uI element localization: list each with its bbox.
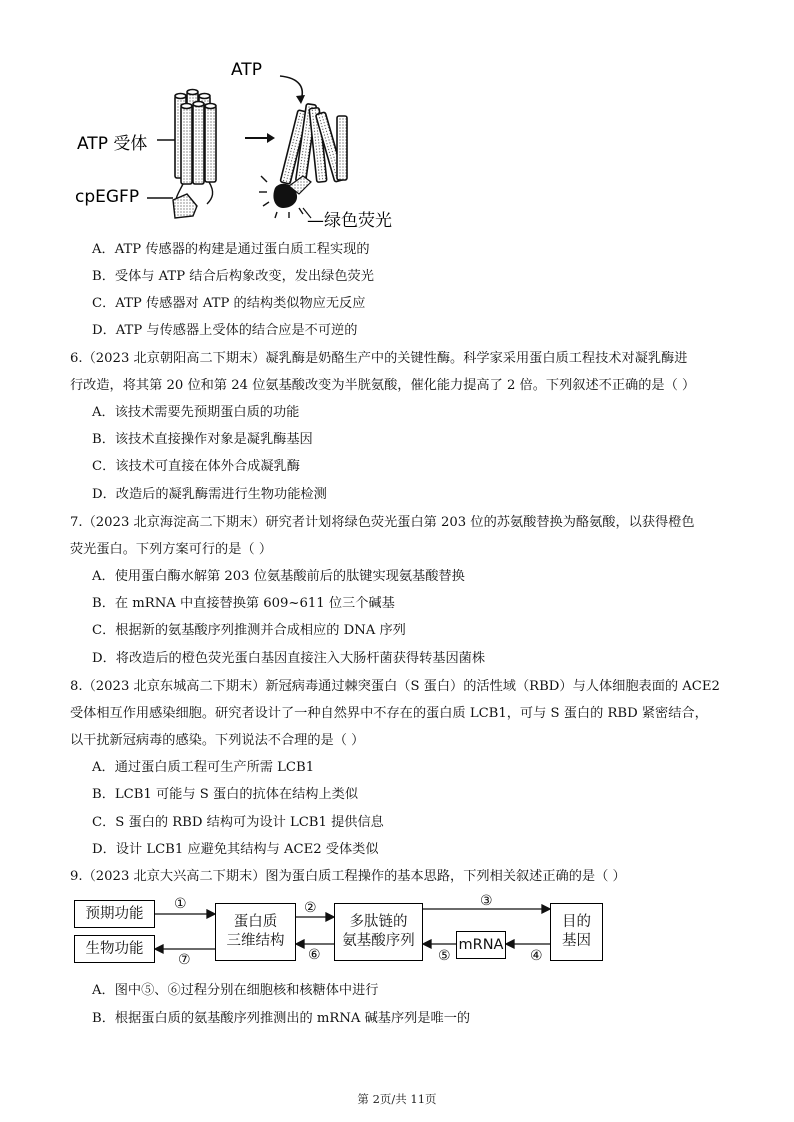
q7-stem-line-2: 荧光蛋白。下列方案可行的是（ ） <box>70 542 273 557</box>
q5-option-c: C．ATP 传感器对 ATP 的结构类似物应无反应 <box>92 296 366 311</box>
q6-stem-line-1: 6.（2023 北京朝阳高二下期末）凝乳酶是奶酪生产中的关键性酶。科学家采用蛋白质工程技术对凝乳酶进 <box>70 351 688 366</box>
box-target-gene-line-1: 目的 <box>562 914 591 930</box>
atp-receptor-label: ATP 受体 <box>77 134 148 154</box>
q8-stem-line-3: 以干扰新冠病毒的感染。下列说法不合理的是（ ） <box>70 733 365 748</box>
step-4-label: ④ <box>530 948 543 964</box>
step-6-label: ⑥ <box>308 947 321 963</box>
receptor-open-state <box>280 104 347 184</box>
box-amino-acid-sequence-line-2: 氨基酸序列 <box>342 933 415 949</box>
step-5-label: ⑤ <box>438 948 451 964</box>
q6-option-a: A．该技术需要先预期蛋白质的功能 <box>92 405 300 420</box>
q8-option-c: C．S 蛋白的 RBD 结构可为设计 LCB1 提供信息 <box>92 815 384 830</box>
q6-stem-line-2: 行改造，将其第 20 位和第 24 位氨基酸改变为半胱氨酸，催化能力提高了 2 倍。下列叙述不正确的是（ ） <box>70 378 696 393</box>
q8-option-a: A．通过蛋白质工程可生产所需 LCB1 <box>92 760 315 775</box>
step-3-label: ③ <box>480 893 493 909</box>
step-1-label: ① <box>174 896 187 912</box>
box-amino-acid-sequence-line-1: 多肽链的 <box>349 914 408 930</box>
q7-stem-line-1: 7.（2023 北京海淀高二下期末）研究者计划将绿色荧光蛋白第 203 位的苏氨酸替换为酪氨酸，以获得橙色 <box>70 515 695 530</box>
atp-label: ATP <box>231 60 262 80</box>
q9-stem-line-1: 9.（2023 北京大兴高二下期末）图为蛋白质工程操作的基本思路，下列相关叙述正确的是（ ） <box>70 869 626 884</box>
q7-option-d: D．将改造后的橙色荧光蛋白基因直接注入大肠杆菌获得转基因菌株 <box>92 651 486 666</box>
box-mrna: mRNA <box>456 931 506 959</box>
cpegfp-label: cpEGFP <box>75 187 140 207</box>
q7-option-b: B．在 mRNA 中直接替换第 609~611 位三个碱基 <box>92 596 395 611</box>
q8-option-d: D．设计 LCB1 应避免其结构与 ACE2 受体类似 <box>92 842 379 857</box>
step-7-label: ⑦ <box>178 952 191 968</box>
q6-option-b: B．该技术直接操作对象是凝乳酶基因 <box>92 432 313 447</box>
box-3d-structure-line-1: 蛋白质 <box>233 914 278 930</box>
protein-engineering-flow-diagram <box>70 893 610 969</box>
page-number-footer: 第 2页/共 11页 <box>357 1092 437 1106</box>
q7-option-c: C．根据新的氨基酸序列推测并合成相应的 DNA 序列 <box>92 623 406 638</box>
box-3d-structure <box>215 903 296 961</box>
q9-option-a: A．图中⑤、⑥过程分别在细胞核和核糖体中进行 <box>92 983 379 998</box>
q9-option-b: B．根据蛋白质的氨基酸序列推测出的 mRNA 碱基序列是唯一的 <box>92 1011 471 1026</box>
box-expected-function: 预期功能 <box>74 900 155 928</box>
q8-stem-line-2: 受体相互作用感染细胞。研究者设计了一种自然界中不存在的蛋白质 LCB1，可与 S 蛋白的 RBD 紧密结合， <box>70 706 708 721</box>
box-amino-acid-sequence <box>334 903 423 961</box>
q7-option-a: A．使用蛋白酶水解第 203 位氨基酸前后的肽键实现氨基酸替换 <box>92 569 465 584</box>
step-2-label: ② <box>304 900 317 916</box>
q5-option-d: D．ATP 与传感器上受体的结合应是不可逆的 <box>92 323 358 338</box>
q6-option-c: C．该技术可直接在体外合成凝乳酶 <box>92 459 300 474</box>
green-fluorescence-label: —绿色荧光 <box>307 211 392 231</box>
q5-option-b: B．受体与 ATP 结合后构象改变，发出绿色荧光 <box>92 269 374 284</box>
q6-option-d: D．改造后的凝乳酶需进行生物功能检测 <box>92 487 327 502</box>
receptor-closed-state <box>175 90 216 185</box>
q8-stem-line-1: 8.（2023 北京东城高二下期末）新冠病毒通过棘突蛋白（S 蛋白）的活性域（RBD）与人体细胞表面的 ACE2 <box>70 679 720 694</box>
atp-sensor-figure <box>75 58 415 233</box>
box-3d-structure-line-2: 三维结构 <box>226 933 285 949</box>
q8-option-b: B．LCB1 可能与 S 蛋白的抗体在结构上类似 <box>92 787 359 802</box>
box-target-gene <box>550 903 603 961</box>
box-biological-function: 生物功能 <box>74 935 155 963</box>
q5-option-a: A．ATP 传感器的构建是通过蛋白质工程实现的 <box>92 242 370 257</box>
box-target-gene-line-2: 基因 <box>562 933 591 949</box>
